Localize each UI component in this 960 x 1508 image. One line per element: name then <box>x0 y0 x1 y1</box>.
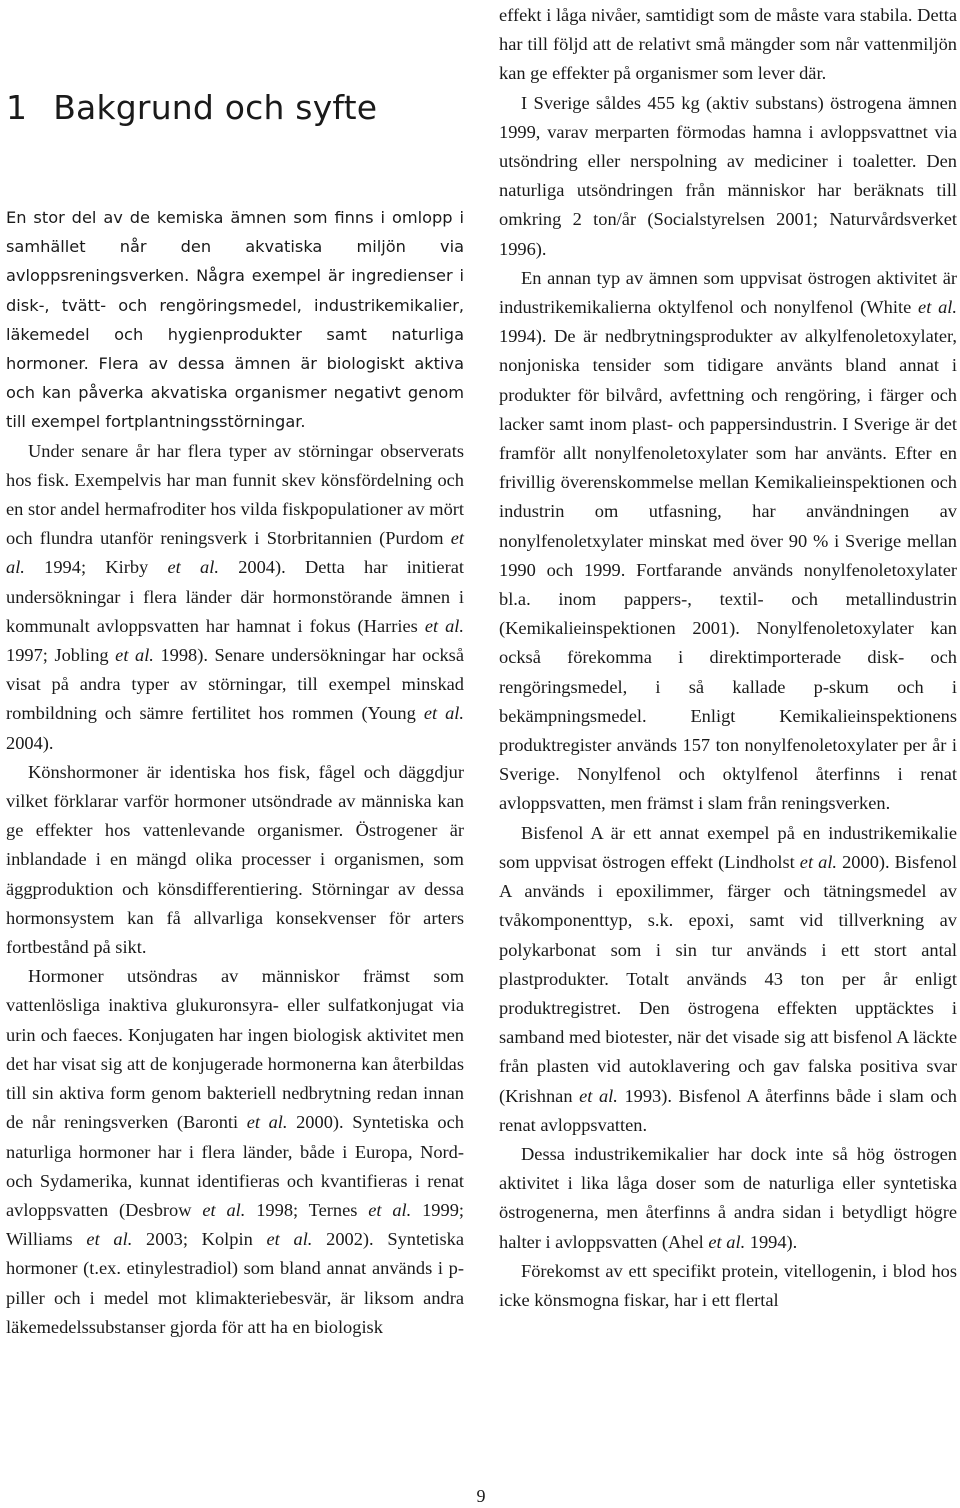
page-number: 9 <box>476 1486 486 1506</box>
paragraph-hormone-excretion: Hormoner utsöndras av människor främst som vattenlösliga inaktiva glukuronsyra- eller sulfatkonjugat via urin och faeces. Konjugaten har ingen biologisk aktivitet men det har visat sig att de konjugerade hormonerna kan återbildas till sin aktiva form genom bakteriell nedbrytning redan innan de når reningsverken (Baronti et al. 2000). Syntetiska och naturliga hormoner har i flera länder, både i Europa, Nord- och Sydamerika, kunnat identifieras och kvantifieras i renat avloppsvatten (Desbrow et al. 1998; Ternes et al. 1999; Williams et al. 2003; Kolpin et al. 2002). Syntetiska hormoner (t.ex. etinylestradiol) som bland annat används i p-piller och i medel mot klimakteriebesvär, är liksom andra läkemedelssubstanser gjorda för att ha en biologisk <box>6 966 464 1337</box>
section-title: Bakgrund och syfte <box>53 88 378 127</box>
section-number: 1 <box>6 88 28 127</box>
paragraph-industrial-chemicals: Dessa industrikemikalier har dock inte så hög östrogen aktivitet i lika låga doser som de naturliga eller syntetiska östrogenerna, men återfinns å andra sidan i betydligt högre halter i avloppsvatten (Ahel et al. 1994). <box>499 1143 957 1252</box>
paragraph-vitellogenin: Förekomst av ett specifikt protein, vitellogenin, i blod hos icke könsmogna fiskar, har i ett flertal <box>499 1260 957 1310</box>
right-column <box>499 1 957 1315</box>
paragraph-fish-disturbances: Under senare år har flera typer av störningar observerats hos fisk. Exempelvis har man funnit skev könsfördelning och en stor andel hermafroditer hos vilda fiskpopulationer av mört och flundra utanför reningsverk i Storbritannien (Purdom et al. 1994; Kirby et al. 2004). Detta har initierat undersökningar i flera länder där hormonstörande ämnen i kommunalt avloppsvatten har hamnat i fokus (Harries et al. 1997; Jobling et al. 1998). Senare undersökningar har också visat på andra typer av störningar, till exempel minskad rombildning och sämre fertilitet hos rommen (Young et al. 2004). <box>6 440 464 753</box>
intro-paragraph: En stor del av de kemiska ämnen som finns i omlopp i samhället når den akvatiska miljön via avloppsreningsverken. Några exempel är ingredienser i disk-, tvätt- och rengöringsmedel, industrikemikalier, läkemedel och hygienprodukter samt naturliga hormoner. Flera av dessa ämnen är biologiskt aktiva och kan påverka akvatiska organismer negativt genom till exempel fortplantningsstörningar. <box>6 208 464 432</box>
paragraph-bisphenol-a: Bisfenol A är ett annat exempel på en industrikemikalie som uppvisat östrogen effekt (Lindholst et al. 2000). Bisfenol A används i epoxilimmer, färger och tätningsmedel av tvåkomponenttyp, s.k. epoxi, samt vid tillverkning av polykarbonat som i sin tur används i ett stort antal plastprodukter. Totalt används 43 ton per år enligt produktregistret. Den östrogena effekten upptäcktes i samband med biotester, när det visade sig att bisfenol A läckte från plasten vid autoklavering och gav falska positiva svar (Krishnan et al. 1993). Bisfenol A återfinns både i slam och renat avloppsvatten. <box>499 822 957 1135</box>
paragraph-continuation: effekt i låga nivåer, samtidigt som de måste vara stabila. Detta har till följd att de relativt små mängder som når vattenmiljön kan ge effekter på organismer som lever där. <box>499 5 957 84</box>
left-column <box>6 203 464 1342</box>
paragraph-sweden-sales: I Sverige såldes 455 kg (aktiv substans) östrogena ämnen 1999, varav merparten förmodas hamna i avloppsvattnet via utsöndring eller nerspolning av mediciner i toaletter. Den naturliga utsöndringen från människor har beräknats till omkring 2 ton/år (Socialstyrelsen 2001; Naturvårdsverket 1996). <box>499 92 957 259</box>
paragraph-sex-hormones: Könshormoner är identiska hos fisk, fågel och däggdjur vilket förklarar varför hormoner utsöndrade av människa kan ge effekter hos vattenlevande organismer. Östrogener är inblandade i en mängd olika processer i organismen, som äggproduktion och könsdifferentiering. Störningar av dessa hormonsystem kan få allvarliga konsekvenser för arters fortbestånd på sikt. <box>6 761 464 958</box>
paragraph-alkylphenols: En annan typ av ämnen som uppvisat östrogen aktivitet är industrikemikalierna oktylfenol och nonylfenol (White et al. 1994). De är nedbrytningsprodukter av alkylfenoletoxylater, nonjoniska tensider som tidigare använts bland annat i produkter för bilvård, avfettning och rengöring, i färger och lacker samt inom plast- och pappersindustrin. I Sverige är det framför allt nonylfenoletoxylater som har använts. Efter en frivillig överenskommelse mellan Kemikalieinspektionen och industrin om utfasning, har användningen av nonylfenoletxylater minskat med över 90 % i Sverige mellan 1990 och 1999. Fortfarande används nonylfenoletoxylater bl.a. inom pappers-, textil- och metallindustrin (Kemikalieinspektionen 2001). Nonylfenoletoxylater kan också förekomma i direktimporterade disk- och rengöringsmedel, i så kallade p-skum och i bekämpningsmedel. Enligt Kemikalieinspektionens produktregister används 157 ton nonylfenoletoxylater per år i Sverige. Nonylfenol och oktylfenol återfinns i renat avloppsvatten, men främst i slam från reningsverken. <box>499 267 957 814</box>
section-heading <box>6 86 377 130</box>
